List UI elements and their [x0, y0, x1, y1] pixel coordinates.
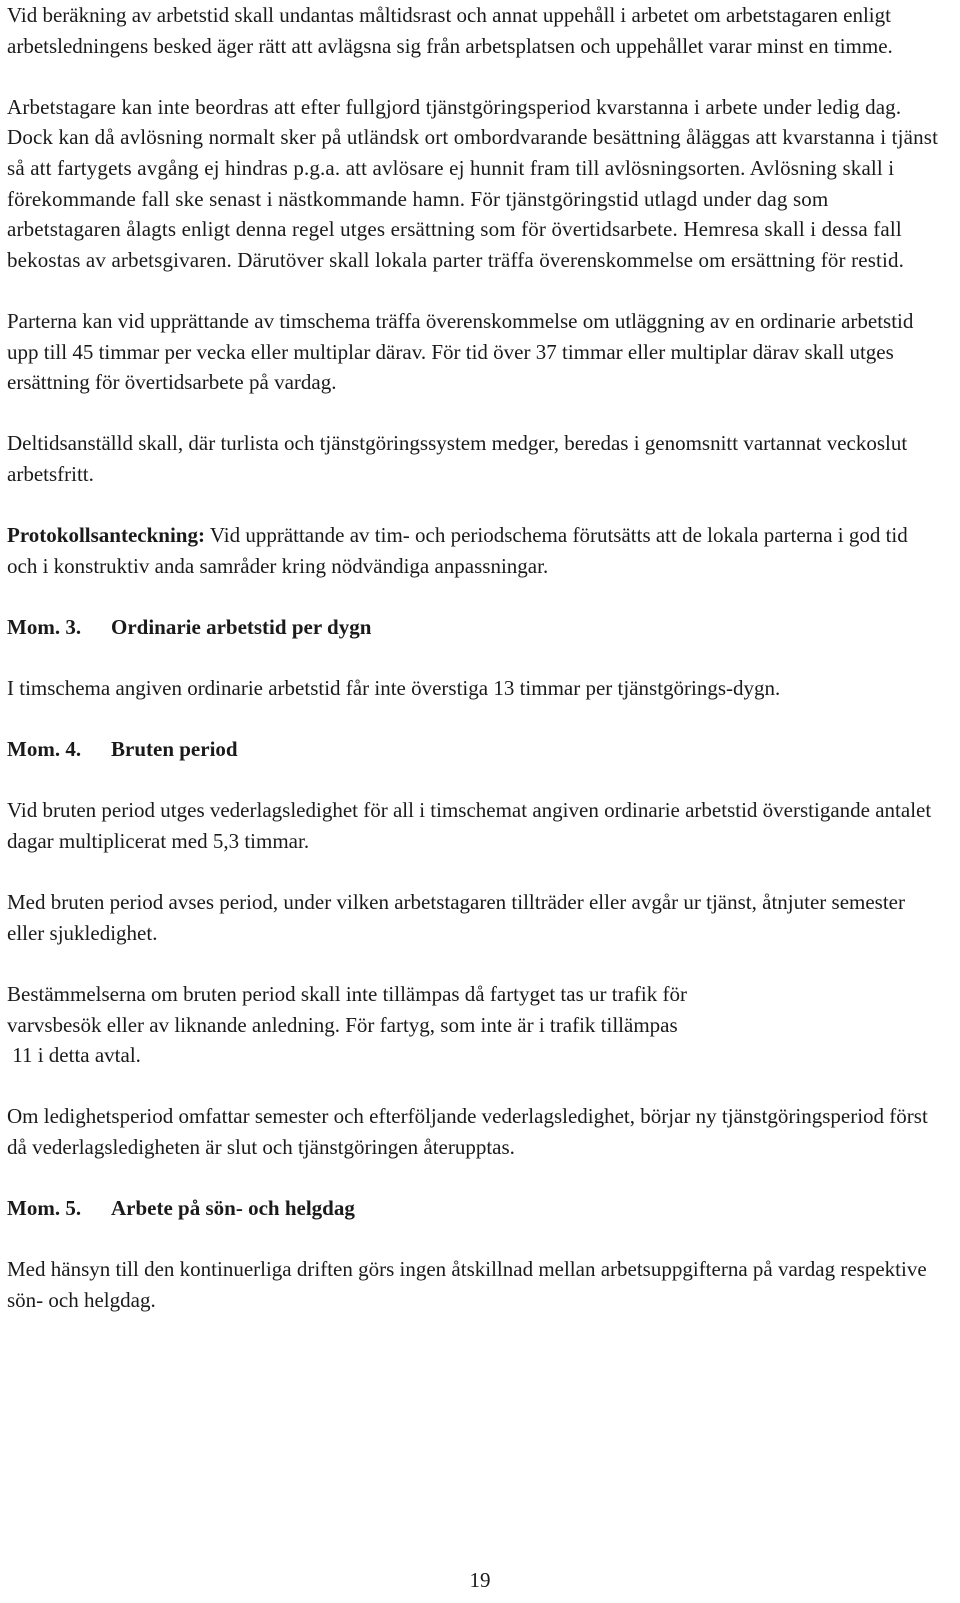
mom5-title: Arbete på sön- och helgdag [111, 1196, 355, 1221]
mom4-exceptions-line2: varvsbesök eller av liknande anledning. För fartyg, som inte är i trafik tillämpas [7, 1012, 678, 1037]
paragraph-mom5: Med hänsyn till den kontinuerliga driften görs ingen åtskillnad mellan arbetsuppgifterna på vardag respektive sön- och helgdag. [7, 1257, 927, 1312]
section-heading-mom3 [7, 612, 942, 643]
mom5-number: Mom. 5. [7, 1196, 82, 1221]
mom4-title: Bruten period [111, 737, 238, 762]
mom3-title: Ordinarie arbetstid per dygn [111, 614, 372, 639]
section-heading-mom5 [7, 1193, 942, 1224]
paragraph-part-time: Deltidsanställd skall, där turlista och tjänstgöringssystem medger, beredas i genomsnitt vartannat veckoslut arbetsfritt. [7, 431, 908, 486]
paragraph-schedule-agreement: Parterna kan vid upprättande av timschema träffa överenskommelse om utläggning av en ordinarie arbetstid upp till 45 timmar per vecka eller multiplar därav. För tid över 37 timmar eller multiplar därav skall utges ersättning för övertidsarbete på vardag. [7, 308, 914, 395]
mom4-exceptions-line1: Bestämmelserna om bruten period skall inte tillämpas då fartyget tas ur trafik för [7, 982, 687, 1006]
mom4-number: Mom. 4. [7, 737, 82, 762]
paragraph-protocol-note [7, 520, 942, 581]
paragraph-relief-rules: Arbetstagare kan inte beordras att efter fullgjord tjänstgöringsperiod kvarstanna i arbete under ledig dag. Dock kan då avlösning normalt sker på utländsk ort ombordvarande besättning åläggas att kvarstanna i tjänst så att fartygets avgång ej hindras p.g.a. att avlösare ej hunnit fram till avlösningsorten. Avlösning skall i förekommande fall ske senast i nästkommande hamn. För tjänstgöringstid utlagd under dag som arbetstagaren ålagts enligt denna regel utges ersättning som för övertidsarbete. Hemresa skall i dessa fall bekostas av arbetsgivaren. Därutöver skall lokala parter träffa överenskommelse om ersättning för restid. [7, 94, 939, 272]
protocol-text: Vid upprättande av tim- och periodschema förutsätts att de lokala parterna i god tid och i konstruktiv anda samråder kring nödvändiga anpassningar. [7, 523, 908, 578]
paragraph-work-time-exclusion: Vid beräkning av arbetstid skall undantas måltidsrast och annat uppehåll i arbetet om arbetstagaren enligt arbetsledningens besked äger rätt att avlägsna sig från arbetsplatsen och uppehållet varar minst en timme. [7, 3, 893, 58]
paragraph-mom4-compensation: Vid bruten period utges vederlagsledighet för all i timschemat angiven ordinarie arbetstid överstigande antalet dagar multiplicerat med 5,3 timmar. [7, 798, 932, 854]
paragraph-mom3: I timschema angiven ordinarie arbetstid får inte överstiga 13 timmar per tjänstgörings-dygn. [7, 676, 781, 701]
protocol-label: Protokollsanteckning: [7, 523, 205, 548]
section-heading-mom4 [7, 734, 942, 765]
paragraph-mom4-exceptions [7, 979, 942, 1071]
paragraph-mom4-leave: Om ledighetsperiod omfattar semester och efterföljande vederlagsledighet, börjar ny tjänstgöringsperiod först då vederlagsledigheten är slut och tjänstgöringen återupptas. [7, 1104, 928, 1159]
mom3-number: Mom. 3. [7, 614, 82, 639]
paragraph-mom4-definition: Med bruten period avses period, under vilken arbetstagaren tillträder eller avgår ur tjänst, åtnjuter semester eller sjukledighet. [7, 890, 905, 945]
mom4-exceptions-line3: 11 i detta avtal. [7, 1043, 141, 1068]
page-number: 19 [469, 1568, 491, 1592]
document-page [7, 0, 942, 1346]
